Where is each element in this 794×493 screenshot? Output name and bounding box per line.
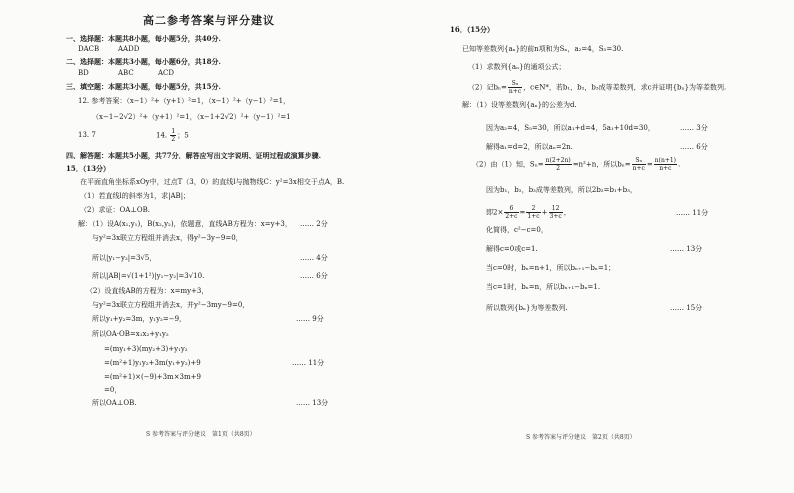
q16-part-2-post: ，c∈N*，若b₁，b₂，b₃成等差数列，求c并证明{bₙ}为等差数列.	[523, 83, 727, 92]
q14-label: 14.	[156, 131, 168, 140]
denominator: 2+c	[505, 213, 518, 220]
q16-solution-intro: 解：（1）设等差数列{aₙ}的公差为d.	[462, 101, 577, 109]
score-value: 13分	[312, 399, 329, 407]
q15-solution-line-12: =0，	[104, 386, 122, 394]
q15-solution-line-6: 与y²=3x联立方程组并消去x，并y²−3my−9=0，	[92, 301, 250, 309]
segment: +	[541, 208, 548, 217]
q16-solution-line-5	[486, 205, 571, 220]
segment: .	[678, 160, 681, 169]
q16-solution-line-7: 解得c=0或c=1.	[486, 245, 538, 253]
segment: ，	[563, 208, 571, 217]
q15-solution-line-9: =(my₁+3)(my₂+3)+y₁y₂	[104, 345, 188, 353]
section-2-answer-c: ACD	[158, 69, 175, 77]
section-1-heading: 一、选择题：本题共8小题，每小题5分，共40分.	[66, 34, 221, 43]
q16-score-3: …… 11分	[676, 209, 709, 217]
denominator: n+c	[632, 165, 645, 172]
q15-solution-line-10: =(m²+1)y₁y₂+3m(y₁+y₂)+9	[104, 359, 201, 367]
q16-part-2-pre: （2）记bₙ=	[468, 83, 507, 92]
page-title: 高二参考答案与评分建议	[143, 14, 275, 27]
q16-solution-line-6: 化简得，c²−c=0，	[486, 226, 548, 234]
q15-score-5: …… 11分	[292, 359, 325, 367]
q16-part-2	[468, 80, 726, 95]
q16-solution-line-8: 当c=0时，bₙ=n+1，所以bₙ₊₁−bₙ=1；	[486, 264, 616, 272]
fraction	[504, 205, 518, 220]
q15-solution-line-1: 解：（1）设A(x₁,y₁)，B(x₂,y₂)，依题意，直线AB方程为：x=y+3，	[78, 220, 292, 228]
q15-solution-line-11: =(m²+1)×(−9)+3m×3m+9	[104, 373, 201, 381]
score-value: 9分	[312, 315, 324, 323]
q15-part-1: （1）若直线l的斜率为1，求|AB|；	[80, 192, 191, 200]
q16-solution-line-1: 因为a₂=4，S₅=30，所以a₁+d=4，5a₁+10d=30，	[486, 124, 655, 132]
denominator: n+c	[508, 88, 522, 95]
segment: 即2×	[486, 208, 504, 217]
q15-solution-line-8: 所以OA·OB=x₁x₂+y₁y₂	[92, 330, 169, 338]
section-2-answer-b: ABC	[118, 69, 134, 77]
q15-part-2: （2）求证：OA⊥OB.	[80, 206, 150, 214]
score-value: 11分	[692, 209, 709, 217]
q16-heading: 16．（15分）	[450, 25, 494, 34]
q14-tail: ；5	[177, 131, 189, 140]
score-value: 13分	[686, 245, 703, 253]
q16-score-5: …… 15分	[670, 304, 703, 312]
fraction	[632, 157, 646, 172]
segment: =	[646, 160, 653, 169]
section-1-answer-a: DACB	[78, 45, 100, 53]
numerator: 6	[504, 205, 518, 213]
q12-line-1: 12. 参考答案：（x−1）²+（y+1）²=1，（x−1）²+（y−1）²=1，	[78, 97, 291, 105]
numerator: n(2+2n)	[545, 157, 571, 164]
q15-solution-line-5: （2）设直线AB的方程为：x=my+3，	[86, 287, 209, 295]
fraction	[545, 157, 572, 172]
score-value: 15分	[686, 304, 703, 312]
q16-score-1: …… 3分	[680, 124, 708, 132]
segment: =n²+n，所以bₙ=	[572, 160, 631, 169]
q16-score-4: …… 13分	[670, 245, 703, 253]
q15-score-6: …… 13分	[296, 399, 329, 407]
score-value: 11分	[308, 359, 325, 367]
q16-solution-line-10: 所以数列{bₙ}为等差数列.	[486, 304, 568, 312]
q16-solution-line-2: 解得a₁=d=2，所以aₙ=2n.	[486, 143, 573, 151]
section-2-answer-a: BD	[78, 69, 89, 77]
q15-stem: 在平面直角坐标系xOy中，过点T（3，0）的直线l与抛物线C：y²=3x相交于点A，B.	[80, 178, 345, 186]
q15-solution-line-4: 所以|AB|=√(1+1²)|y₁−y₂|=3√10.	[92, 272, 205, 280]
section-3-heading: 三、填空题：本题共3小题，每小题5分，共15分.	[66, 82, 221, 91]
score-value: 6分	[696, 143, 708, 151]
q12-line-2: （x−1−2√2）²+（y+1）²=1，（x−1+2√2）²+（y−1）²=1	[92, 113, 291, 121]
section-1-answer-b: AADD	[118, 45, 140, 53]
fraction	[654, 157, 677, 172]
q15-score-4: …… 9分	[296, 315, 324, 323]
section-2-heading: 二、选择题：本题共3小题，每小题6分，共18分.	[66, 57, 221, 66]
q14-denominator: 2	[171, 136, 176, 143]
q16-part-1: （1）求数列{aₙ}的通项公式；	[468, 63, 566, 71]
q16-score-2: …… 6分	[680, 143, 708, 151]
fraction	[508, 80, 522, 95]
denominator: 2	[556, 165, 561, 172]
q15-score-3: …… 6分	[300, 272, 328, 280]
score-value: 4分	[316, 254, 328, 262]
q15-solution-line-3: 所以|y₁−y₂|=3√5，	[92, 254, 157, 262]
segment: （2）由（1）知，Sₙ=	[472, 160, 544, 169]
score-value: 2分	[316, 220, 328, 228]
q16-solution-line-9: 当c=1时，bₙ=n，所以bₙ₊₁−bₙ=1.	[486, 283, 601, 291]
numerator: 2	[526, 205, 540, 213]
fraction	[526, 205, 540, 220]
q15-heading: 15．（13分）	[66, 164, 110, 173]
numerator: 12	[549, 205, 563, 213]
page-footer: S 参考答案与评分建议 第1页（共8页）	[146, 431, 256, 438]
q15-solution-line-13: 所以OA⊥OB.	[92, 399, 137, 407]
q16-solution-line-3	[472, 157, 680, 172]
section-4-heading: 四、解答题：本题共5小题，共77分．解答应写出文字说明、证明过程或演算步骤.	[66, 151, 322, 160]
q14-numerator: 1	[171, 128, 176, 135]
q13-answer: 13. 7	[78, 131, 96, 139]
q16-stem: 已知等差数列{aₙ}的前n项和为Sₙ，a₂=4，S₅=30.	[462, 45, 624, 53]
q15-solution-line-7: 所以y₁+y₂=3m，y₁y₂=−9，	[92, 315, 187, 323]
q14-answer	[156, 128, 189, 143]
q15-score-1: …… 2分	[300, 220, 328, 228]
denominator: 3+c	[549, 213, 562, 220]
denominator: n+c	[659, 165, 672, 172]
page-footer: S 参考答案与评分建议 第2页（共8页）	[526, 434, 636, 441]
numerator: n(n+1)	[654, 157, 677, 164]
numerator: Sₙ	[632, 157, 646, 165]
score-value: 6分	[316, 272, 328, 280]
q16-solution-line-4: 因为b₁，b₂，b₃成等差数列，所以2b₂=b₁+b₃，	[486, 186, 637, 194]
numerator: Sₙ	[508, 80, 522, 88]
answer-page-2	[400, 0, 794, 493]
fraction	[549, 205, 563, 220]
segment: =	[519, 208, 526, 217]
q14-fraction	[170, 128, 176, 143]
score-value: 3分	[696, 124, 708, 132]
denominator: 1+c	[527, 213, 540, 220]
q15-solution-line-2: 与y²=3x联立方程组并消去x，得y²−3y−9=0，	[92, 234, 243, 242]
q15-score-2: …… 4分	[300, 254, 328, 262]
